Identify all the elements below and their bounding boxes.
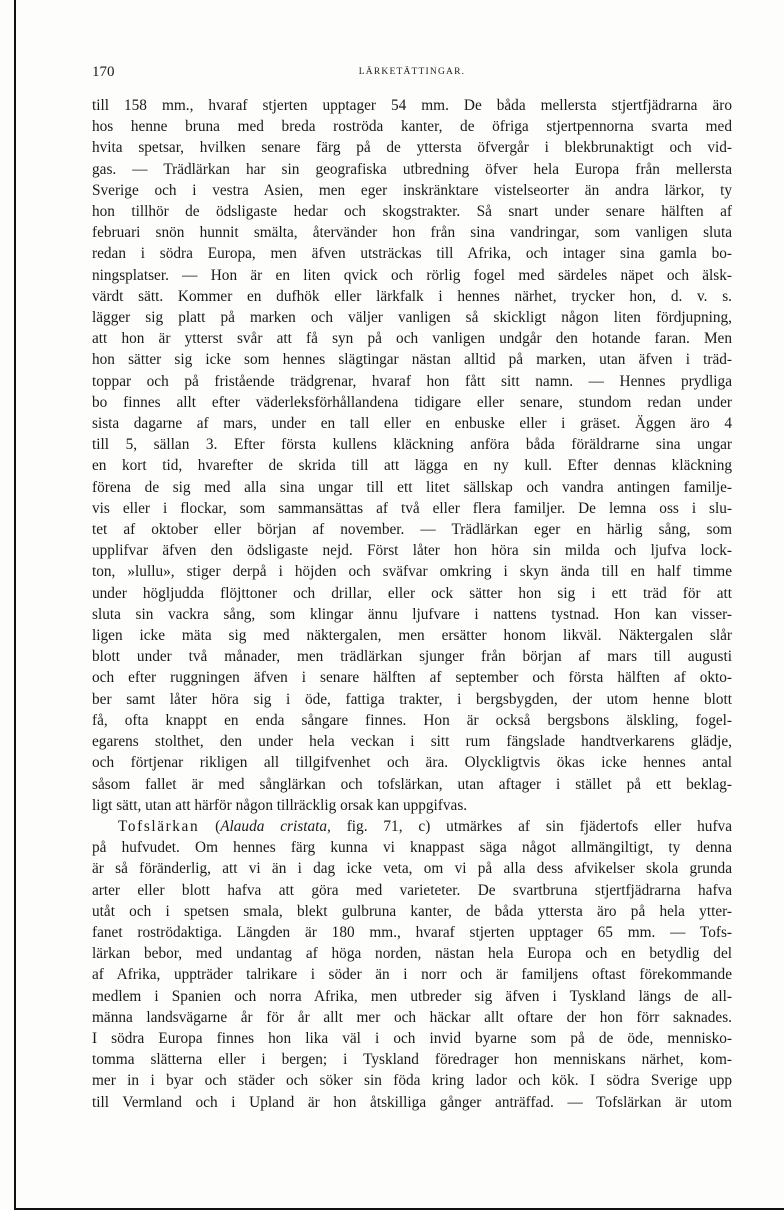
paragraph-tradlarkan [92,95,732,816]
text-line: februari snön hunnit smälta, återvänder hon från sina vandringar, som vanligen sluta [92,224,732,242]
paragraph-lead-line [92,816,732,837]
paragraph-tofslarkan [92,816,732,1113]
text-line: upplifvar äfven den ödsligaste nejd. Först låter hon höra sin milda och ljufva lock- [92,542,732,560]
text-line: ber samt låter höra sig i öde, fattiga trakter, i bergsbygden, der utom henne blott [92,690,732,708]
text-line: toppar och på fristående trädgrenar, hvaraf hon fått sitt namn. — Hennes prydliga [92,372,732,390]
text-line: ton, »lullu», stiger derpå i höjden och sväfvar omkring i skyn ända till en half timme [92,563,732,581]
text-line: männa landsvägarne år för år allt mer och häckar allt oftare der hon förr saknades. [92,1008,732,1026]
text-line: till Vermland och i Upland är hon åtskilliga gånger anträffad. — Tofslärkan är utom [92,1093,732,1111]
text-line: hon sätter sig icke som hennes slägtingar nästan alltid på marken, utan äfven i träd- [92,351,732,369]
text-line: I södra Europa finnes hon lika väl i och invid byarne som på de öde, mennisko- [92,1029,732,1047]
text-line: medlem i Spanien och norra Afrika, men utbreder sig äfven i Tyskland längs de all- [92,987,732,1005]
text-line: vis eller i flockar, som sammansättas af två eller flera familjer. De lemna oss i slu- [92,499,732,517]
text-line: att hon är ytterst svår att få syn på och vanligen undgår den hotande faran. Men [92,330,732,348]
running-head: LÄRKETÄTTINGAR. [358,67,466,77]
scan-edge-left [14,0,16,1210]
text-line: på hufvudet. Om hennes färg kunna vi knappast säga något allmängiltigt, ty denna [92,839,732,857]
text-line: ningsplatser. — Hon är en liten qvick och rörlig fogel med särdeles näpet och älsk- [92,266,732,284]
text-line: är så föränderlig, att vi än i dag icke veta, om vi på alla dess afvikelser skola grunda [92,860,732,878]
latin-name: Alauda cristata, [220,817,331,835]
text-line: blott under två månader, men trädlärkan sjunger från början af mars till augusti [92,648,732,666]
text-line: Sverige och i vestra Asien, men eger inskränktare vistelseorter än andra lärkor, ty [92,181,732,199]
text-line: ligen icke mäta sig med näktergalen, men ersätter honom likväl. Näktergalen slår [92,627,732,645]
page-number: 170 [92,64,115,80]
text-line: under högljudda flöjttoner och drillar, eller ock sätter hon sig i ett träd för att [92,584,732,602]
text-line: mer in i byar och städer och söker sin föda kring lador och kök. I södra Sverige upp [92,1072,732,1090]
text-line: lägger sig platt på marken och väljer vanligen så skickligt någon liten fördjupning, [92,309,732,327]
text-line: och efter ruggningen äfven i senare hälften af september och första hälften af okto- [92,669,732,687]
text-line: sluta sin vackra sång, som klingar ännu ljufvare i nattens tystnad. Hon kan visser- [92,605,732,623]
text-line: och förtjenar rikligen all tillgifvenhet och ära. Olyckligtvis ökas icke hennes antal [92,754,732,772]
species-name: Tofslärkan [118,817,200,835]
text-line: få, ofta knappt en enda sångare finnes. Hon är också bergsbons älskling, fogel- [92,711,732,729]
text-line: tet af oktober eller början af november. — Trädlärkan eger en härlig sång, som [92,521,732,539]
text-line: fanet roströdaktiga. Längden är 180 mm., hvaraf stjerten upptager 65 mm. — Tofs- [92,923,732,941]
text-line: bo finnes allt efter väderleksförhållandena tidigare eller senare, stundom redan under [92,393,732,411]
text-line: värdt sätt. Kommer en dufhök eller lärkfalk i hennes närhet, trycker hon, d. v. s. [92,287,732,305]
text-line: ligt sätt, utan att härför någon tillräcklig orsak kan uppgifvas. [92,796,468,814]
text-line: af Afrika, uppträder talrikare i söder än i norr och är familjens oftast förekommande [92,966,732,984]
text-line: förena de sig med alla sina ungar till ett litet sällskap och vandra antingen familje- [92,478,732,496]
text-line: till 158 mm., hvaraf stjerten upptager 54 mm. De båda mellersta stjertfjädrarna äro [92,97,732,114]
body-text [92,95,732,1113]
open-paren: ( [199,817,221,835]
lead-rest: fig. 71, c) utmärkes af sin fjädertofs eller hufva [330,817,732,835]
text-line: redan i södra Europa, men äfven utsträckas till Afrika, och intager sina gamla bo- [92,245,732,263]
text-line: sista dagarne af mars, under en tall eller en enbuske eller i gräset. Äggen äro 4 [92,415,732,433]
text-line: tomma slätterna eller i bergen; i Tyskland föredrager hon menniskans närhet, kom- [92,1051,732,1069]
text-line: gas. — Trädlärkan har sin geografiska utbredning öfver hela Europa från mellersta [92,160,732,178]
text-line: hvita spetsar, hvilken senare färg på de yttersta öfvergår i blekbrunaktigt och vid- [92,139,732,157]
text-line: lärkan bebor, med undantag af höga norden, nästan hela Europa och en betydlig del [92,945,732,963]
text-line: egarens stolthet, den under hela veckan i sitt rum fängslade handtverkarens glädje, [92,733,732,751]
text-line: arter eller blott hafva att göra med varieteter. De svartbruna stjertfjädrarna hafva [92,881,732,899]
text-line: hos henne bruna med breda roströda kanter, de öfriga stjertpennorna svarta med [92,118,732,136]
text-line: utåt och i spetsen smala, blekt gulbruna kanter, de båda yttersta äro på hela ytter- [92,902,732,920]
text-line: en kort tid, hvarefter de skrida till att lägga en ny kull. Efter dennas kläckning [92,457,732,475]
text-line: till 5, sällan 3. Efter första kullens kläckning anföra båda föräldrarne sina ungar [92,436,732,454]
text-line: såsom fallet är med sånglärkan och tofslärkan, utan aftager i stället på ett beklag- [92,775,732,793]
page-header [92,64,732,84]
text-line: hon tillhör de ödsligaste hedar och skogstrakter. Så snart under senare hälften af [92,203,732,221]
